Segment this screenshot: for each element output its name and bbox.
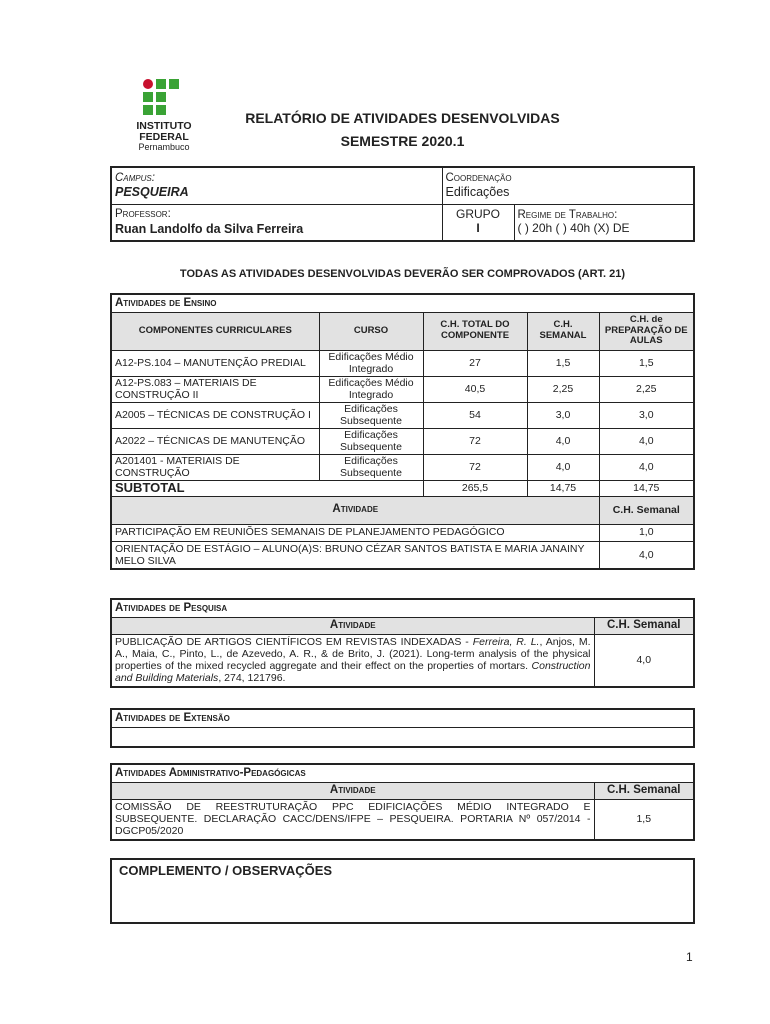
table-row (112, 376, 693, 402)
page-title: RELATÓRIO DE ATIVIDADES DESENVOLVIDAS (245, 110, 560, 126)
prep-cell: 1,5 (599, 350, 693, 376)
complemento-title: COMPLEMENTO / OBSERVAÇÕES (119, 863, 333, 878)
prep-cell: 3,0 (599, 402, 693, 428)
campus-label: Campus: (115, 171, 155, 184)
semanal-cell: 2,25 (527, 376, 599, 402)
semanal-cell: 3,0 (527, 402, 599, 428)
pub-prefix: PUBLICAÇÃO DE ARTIGOS CIENTÍFICOS EM REVISTAS INDEXADAS - (115, 636, 473, 649)
list-item (112, 524, 693, 541)
table-row (112, 350, 693, 376)
logo-line1: INSTITUTO (136, 120, 192, 132)
pub-authors: Ferreira, R. L. (472, 636, 540, 649)
regime-cell (514, 204, 693, 240)
admin-ch: 1,5 (594, 799, 693, 839)
professor-value: Ruan Landolfo da Silva Ferreira (115, 221, 304, 236)
list-item (112, 799, 693, 839)
subtotal-row (112, 480, 693, 496)
admin-atividade-header: Atividade (112, 782, 594, 799)
regime-value: ( ) 20h ( ) 40h (X) DE (517, 220, 630, 235)
coord-label: Coordenação (445, 171, 512, 184)
col-ch-prep: C.H. de PREPARAÇÃO DE AULAS (599, 312, 693, 350)
grupo-cell (442, 204, 514, 240)
logo-line3: Pernambuco (138, 142, 190, 152)
curso-cell: Edificações Médio Integrado (319, 376, 423, 402)
atividade-ch: 1,0 (599, 524, 693, 541)
extensao-section (110, 708, 695, 748)
semanal-cell: 4,0 (527, 454, 599, 480)
coord-cell (442, 168, 693, 204)
componente-cell: A12-PS.083 – MATERIAIS DE CONSTRUÇÃO II (112, 376, 319, 402)
grupo-value: I (476, 221, 480, 236)
subtotal-label: SUBTOTAL (112, 480, 423, 496)
col-curso: CURSO (319, 312, 423, 350)
atividade-header: Atividade (112, 496, 599, 524)
prep-cell: 4,0 (599, 454, 693, 480)
atividade-text: ORIENTAÇÃO DE ESTÁGIO – ALUNO(A)S: BRUNO CÉZAR SANTOS BATISTA E MARIA JANAINY MELO SILVA (112, 541, 599, 568)
componente-cell: A201401 - MATERIAIS DE CONSTRUÇÃO (112, 454, 319, 480)
pub-end: , 274, 121796. (218, 672, 286, 685)
ch-semanal-header: C.H. Semanal (599, 496, 693, 524)
coord-value: Edificações (445, 185, 510, 200)
total-cell: 54 (423, 402, 527, 428)
info-box (110, 166, 695, 242)
pub-body: , Anjos, M. A., Maia, C., Pinto, L., de Azevedo, A. R., & de Brito, J. (2021). Long-term analysis of the physical properties of the mixed recycled aggregate and their effect on the properties of mortars. (115, 636, 591, 673)
subtotal-semanal: 14,75 (527, 480, 599, 496)
semanal-cell: 4,0 (527, 428, 599, 454)
prep-cell: 2,25 (599, 376, 693, 402)
curso-cell: Edificações Subsequente (319, 428, 423, 454)
professor-label: Professor: (115, 208, 171, 221)
publicacao-cell (112, 634, 594, 686)
admin-ch-header: C.H. Semanal (594, 782, 693, 799)
total-cell: 72 (423, 428, 527, 454)
pesquisa-ch-header: C.H. Semanal (594, 617, 693, 634)
admin-section-title: Atividades Administrativo-Pedagógicas (112, 765, 693, 782)
total-cell: 72 (423, 454, 527, 480)
complemento-section (110, 858, 695, 924)
componente-cell: A2022 – TÉCNICAS DE MANUTENÇÃO (112, 428, 319, 454)
total-cell: 40,5 (423, 376, 527, 402)
semanal-cell: 1,5 (527, 350, 599, 376)
grupo-label: GRUPO (455, 207, 500, 222)
pesquisa-ch: 4,0 (594, 634, 693, 686)
subtotal-prep: 14,75 (599, 480, 693, 496)
curso-cell: Edificações Subsequente (319, 454, 423, 480)
pesquisa-atividade-header: Atividade (112, 617, 594, 634)
campus-value: PESQUEIRA (115, 185, 189, 200)
curso-cell: Edificações Médio Integrado (319, 350, 423, 376)
extensao-section-title: Atividades de Extensão (112, 710, 693, 727)
table-row (112, 454, 693, 480)
regime-label: Regime de Trabalho: (517, 208, 618, 221)
pesquisa-section (110, 598, 695, 688)
atividade-ch: 4,0 (599, 541, 693, 568)
subtotal-total: 265,5 (423, 480, 527, 496)
admin-section (110, 763, 695, 841)
col-ch-total: C.H. TOTAL DO COMPONENTE (423, 312, 527, 350)
page-number: 1 (686, 950, 693, 964)
campus-cell (112, 168, 442, 204)
pesquisa-section-title: Atividades de Pesquisa (112, 600, 693, 617)
componente-cell: A2005 – TÉCNICAS DE CONSTRUÇÃO I (112, 402, 319, 428)
logo-line2: FEDERAL (139, 131, 189, 143)
col-ch-semanal: C.H. SEMANAL (527, 312, 599, 350)
pub-journal: Construction and Building Materials (115, 660, 591, 685)
page-subtitle: SEMESTRE 2020.1 (340, 133, 465, 149)
ensino-section (110, 293, 695, 570)
prep-cell: 4,0 (599, 428, 693, 454)
notice-text: TODAS AS ATIVIDADES DESENVOLVIDAS DEVERÃO SER COMPROVADOS (ART. 21) (179, 268, 626, 280)
curso-cell: Edificações Subsequente (319, 402, 423, 428)
list-item (112, 634, 693, 686)
admin-text: COMISSÃO DE REESTRUTURAÇÃO PPC EDIFICIAÇÕES MÉDIO INTEGRADO E SUBSEQUENTE. DECLARAÇÃO CACC/DENS/IFPE – PESQUEIRA. PORTARIA Nº 057/2014 - DGCP05/2020 (112, 799, 594, 839)
total-cell: 27 (423, 350, 527, 376)
table-row (112, 402, 693, 428)
ensino-section-title: Atividades de Ensino (112, 295, 693, 312)
table-row (112, 428, 693, 454)
componente-cell: A12-PS.104 – MANUTENÇÃO PREDIAL (112, 350, 319, 376)
extensao-empty-row (112, 727, 693, 746)
atividade-text: PARTICIPAÇÃO EM REUNIÕES SEMANAIS DE PLANEJAMENTO PEDAGÓGICO (112, 524, 599, 541)
list-item (112, 541, 693, 568)
col-componentes: COMPONENTES CURRICULARES (112, 312, 319, 350)
professor-cell (112, 204, 442, 240)
